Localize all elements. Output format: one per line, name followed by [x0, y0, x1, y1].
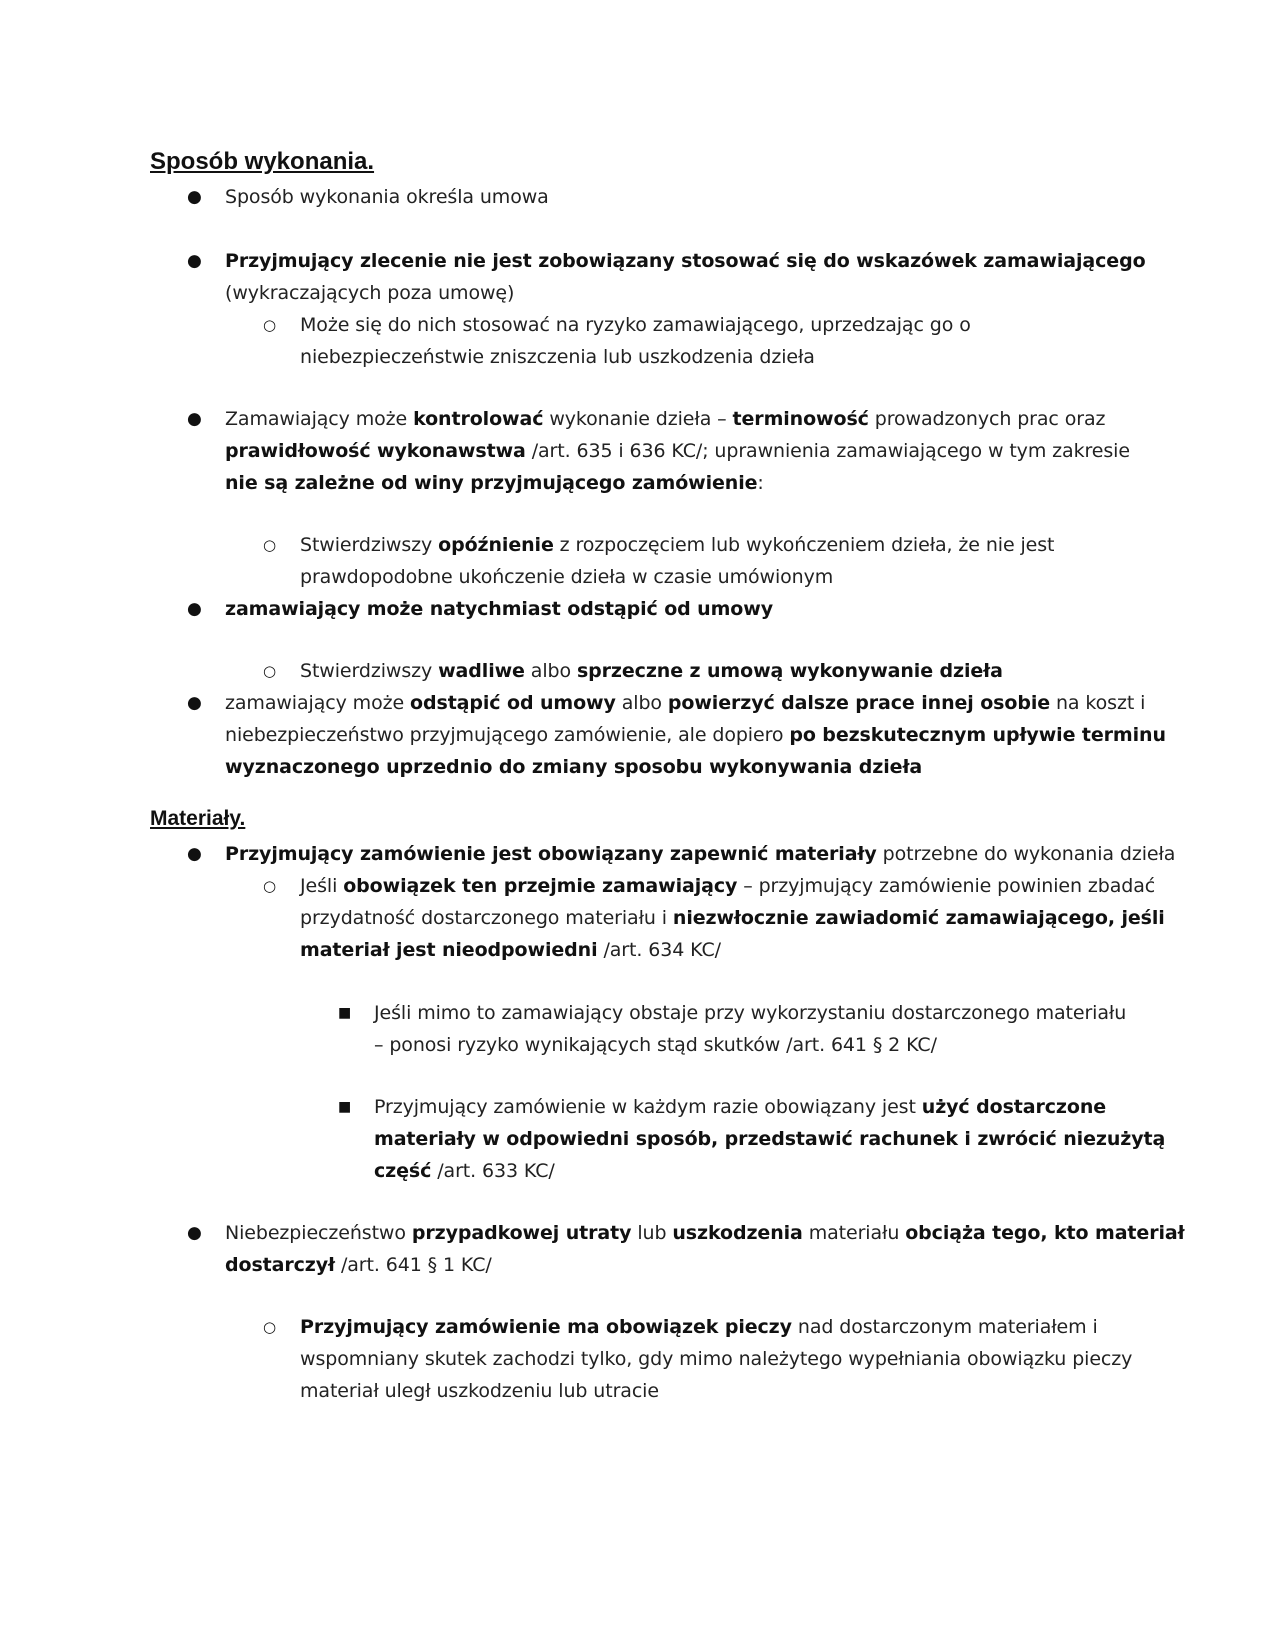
sub-sub-list-item-continuation: część /art. 633 KC/ — [374, 1160, 555, 1182]
list-item-continuation: prawidłowość wykonawstwa /art. 635 i 636 KC/; uprawnienia zamawiającego w tym zakresie — [225, 440, 1130, 462]
bullet-icon: ● — [187, 1223, 202, 1243]
square-bullet-icon: ■ — [338, 1005, 352, 1021]
sub-list-item: Stwierdziwszy opóźnienie z rozpoczęciem lub wykończeniem dzieła, że nie jest — [300, 534, 1055, 556]
sub-list-item-continuation: prawdopodobne ukończenie dzieła w czasie umówionym — [300, 566, 834, 588]
list-item-continuation: (wykraczających poza umowę) — [225, 282, 515, 304]
circle-bullet-icon: ○ — [263, 316, 277, 334]
section-heading-materialy: Materiały. — [150, 807, 246, 830]
sub-list-item-continuation: materiał jest nieodpowiedni /art. 634 KC/ — [300, 939, 721, 961]
list-item-continuation: niebezpieczeństwo przyjmującego zamówienie, ale dopiero po bezskutecznym upływie terminu — [225, 724, 1166, 746]
circle-bullet-icon: ○ — [263, 662, 277, 680]
section-heading-sposob: Sposób wykonania. — [150, 148, 375, 175]
bullet-icon: ● — [187, 599, 202, 619]
bullet-icon: ● — [187, 693, 202, 713]
circle-bullet-icon: ○ — [263, 1318, 277, 1336]
sub-list-item-continuation: wspomniany skutek zachodzi tylko, gdy mimo należytego wypełniania obowiązku pieczy — [300, 1348, 1133, 1370]
sub-list-item: Może się do nich stosować na ryzyko zamawiającego, uprzedzając go o — [300, 314, 971, 336]
bullet-icon: ● — [187, 844, 202, 864]
bullet-icon: ● — [187, 251, 202, 271]
bullet-icon: ● — [187, 409, 202, 429]
sub-list-item: Stwierdziwszy wadliwe albo sprzeczne z umową wykonywanie dzieła — [300, 660, 1003, 682]
list-item-continuation: nie są zależne od winy przyjmującego zamówienie: — [225, 472, 764, 494]
list-item: zamawiający może natychmiast odstąpić od umowy — [225, 598, 773, 620]
list-item: Przyjmujący zamówienie jest obowiązany zapewnić materiały potrzebne do wykonania dzieła — [225, 843, 1176, 865]
list-item: Sposób wykonania określa umowa — [225, 186, 549, 208]
circle-bullet-icon: ○ — [263, 536, 277, 554]
sub-sub-list-item-continuation: – ponosi ryzyko wynikających stąd skutków /art. 641 § 2 KC/ — [374, 1034, 937, 1056]
list-item-continuation: wyznaczonego uprzednio do zmiany sposobu wykonywania dzieła — [225, 756, 923, 778]
bullet-icon: ● — [187, 187, 202, 207]
list-item: Przyjmujący zlecenie nie jest zobowiązany stosować się do wskazówek zamawiającego — [225, 250, 1146, 272]
sub-list-item: Przyjmujący zamówienie ma obowiązek pieczy nad dostarczonym materiałem i — [300, 1316, 1098, 1338]
sub-list-item-continuation: materiał uległ uszkodzeniu lub utracie — [300, 1380, 659, 1402]
sub-sub-list-item-continuation: materiały w odpowiedni sposób, przedstawić rachunek i zwrócić niezużytą — [374, 1128, 1166, 1150]
sub-list-item-continuation: przydatność dostarczonego materiału i niezwłocznie zawiadomić zamawiającego, jeśli — [300, 907, 1165, 929]
sub-list-item-continuation: niebezpieczeństwie zniszczenia lub uszkodzenia dzieła — [300, 346, 815, 368]
list-item: Niebezpieczeństwo przypadkowej utraty lub uszkodzenia materiału obciąża tego, kto materiał — [225, 1222, 1185, 1244]
sub-sub-list-item: Przyjmujący zamówienie w każdym razie obowiązany jest użyć dostarczone — [374, 1096, 1107, 1118]
circle-bullet-icon: ○ — [263, 877, 277, 895]
list-item: Zamawiający może kontrolować wykonanie dzieła – terminowość prowadzonych prac oraz — [225, 408, 1106, 430]
sub-list-item: Jeśli obowiązek ten przejmie zamawiający – przyjmujący zamówienie powinien zbadać — [300, 875, 1156, 897]
sub-sub-list-item: Jeśli mimo to zamawiający obstaje przy wykorzystaniu dostarczonego materiału — [374, 1002, 1127, 1024]
list-item-continuation: dostarczył /art. 641 § 1 KC/ — [225, 1254, 492, 1276]
list-item: zamawiający może odstąpić od umowy albo powierzyć dalsze prace innej osobie na koszt i — [225, 692, 1146, 714]
square-bullet-icon: ■ — [338, 1099, 352, 1115]
